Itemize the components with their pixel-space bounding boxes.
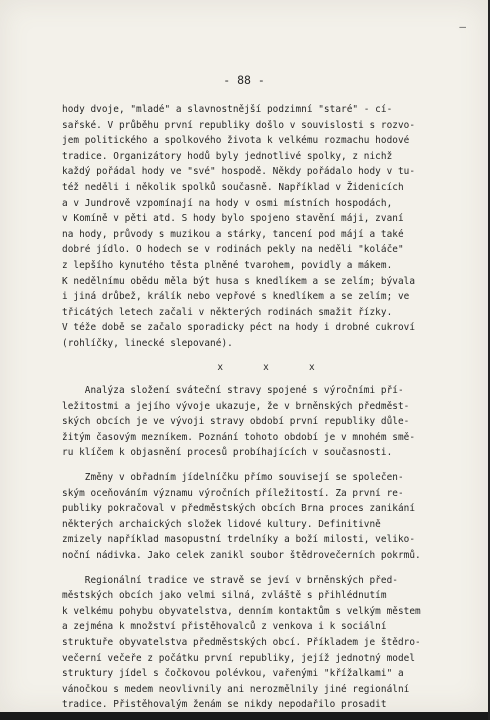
text-line: žitým časovým mezníkem. Poznání tohoto období je v mnohém smě- bbox=[62, 431, 416, 443]
text-line: v Komíně v pěti atd. S hody bylo spojeno stavění máji, zvaní bbox=[62, 213, 404, 225]
text-line: jem politického a spolkového života k velkému rozmachu hodové bbox=[62, 135, 410, 147]
text-line: tradice. Přistěhovalým ženám se nikdy nepodařilo prosadit bbox=[62, 699, 387, 711]
text-line: struktury jídel s čočkovou polévkou, vařenými "křížalkami" a bbox=[62, 668, 404, 680]
text-line: ských obcích je ve vývoji stravy období první republiky důle- bbox=[62, 416, 410, 428]
text-line: vánočkou s medem neovlivnily ani nerozmělnily jiné regionální bbox=[62, 683, 410, 695]
text-line: sařské. V průběhu první republiky došlo v souvislosti s rozvo- bbox=[62, 119, 416, 131]
text-line: publiky pokračoval v předměstských obcích Brna proces zanikání bbox=[62, 503, 416, 515]
text-line: dobré jídlo. O hodech se v rodinách pekly na neděli "koláče" bbox=[62, 244, 404, 256]
section-separator: x x x bbox=[217, 361, 317, 373]
paragraph-analyza bbox=[62, 383, 472, 461]
body-text bbox=[62, 102, 472, 713]
paragraph-regionalni-tradice bbox=[62, 573, 472, 713]
paragraph-hody bbox=[62, 102, 472, 352]
paragraph-zmeny bbox=[62, 470, 472, 564]
text-line: hody dvoje, "mladé" a slavnostnější podzimní "staré" - cí- bbox=[62, 104, 393, 115]
text-line: každý pořádal hody ve "své" hospodě. Někdy pořádalo hody v tu- bbox=[62, 166, 416, 178]
text-line: večerní večeře z počátku první republiky, jejíž jednotný model bbox=[62, 652, 416, 664]
text-line: Změny v obřadním jídelníčku přímo souvisejí se společen- bbox=[62, 472, 404, 484]
text-line: některých archaických složek lidové kultury. Definitivně bbox=[62, 518, 381, 530]
text-line: též neděli i několik spolků současně. Například v Židenicích bbox=[62, 181, 404, 193]
page-number: - 88 - bbox=[223, 73, 265, 87]
text-line: noční nádivka. Jako celek zanikl soubor štědrovečerních pokrmů. bbox=[62, 550, 421, 562]
text-line: třicátých letech začali v některých rodinách smažit řízky. bbox=[62, 306, 393, 318]
text-line: ležitostmi a jejího vývoje ukazuje, že v brněnských předměst- bbox=[62, 400, 410, 412]
text-line: Analýza složení sváteční stravy spojené s výročními pří- bbox=[62, 385, 404, 397]
text-line: K nedělnímu obědu měla být husa s knedlíkem a se zelím; bývala bbox=[62, 275, 416, 287]
text-line: ským oceňováním významu výročních příležitostí. Za první re- bbox=[62, 487, 404, 499]
text-line: tradice. Organizátory hodů byly jednotlivé spolky, z nichž bbox=[62, 150, 393, 162]
text-line: struktuře obyvatelstva předměstských obcí. Příkladem je štědro- bbox=[62, 637, 421, 648]
text-line: a zejména k množství přistěhovalců z venkova i k sociální bbox=[62, 621, 387, 633]
text-line: na hody, průvody s muzikou a stárky, tancení pod májí a také bbox=[62, 228, 404, 240]
text-line: V téže době se začalo sporadicky péct na hody i drobné cukroví bbox=[62, 322, 416, 334]
text-line: zmizely například masopustní trdelníky a boží milosti, veliko- bbox=[62, 534, 416, 546]
text-line: z lepšího kynutého těsta plněné tvarohem, povidly a mákem. bbox=[62, 259, 393, 271]
text-line: k velkému pohybu obyvatelstva, denním kontaktům s velkým městem bbox=[62, 605, 421, 617]
text-line: (rohlíčky, linecké slepované). bbox=[62, 337, 233, 349]
corner-mark: – bbox=[459, 20, 466, 33]
text-line: i jiná drůbež, králík nebo vepřové s knedlíkem a se zelím; ve bbox=[62, 291, 410, 303]
text-line: ru klíčem k objasnění procesů probíhajících v současnosti. bbox=[62, 447, 393, 459]
text-line: městských obcích jako velmi silná, zvláště s přihlédnutím bbox=[62, 590, 387, 602]
text-line: Regionální tradice ve stravě se jeví v brněnských před- bbox=[62, 574, 398, 586]
text-line: a v Jundrově vzpomínají na hody v osmi místních hospodách, bbox=[62, 197, 393, 209]
